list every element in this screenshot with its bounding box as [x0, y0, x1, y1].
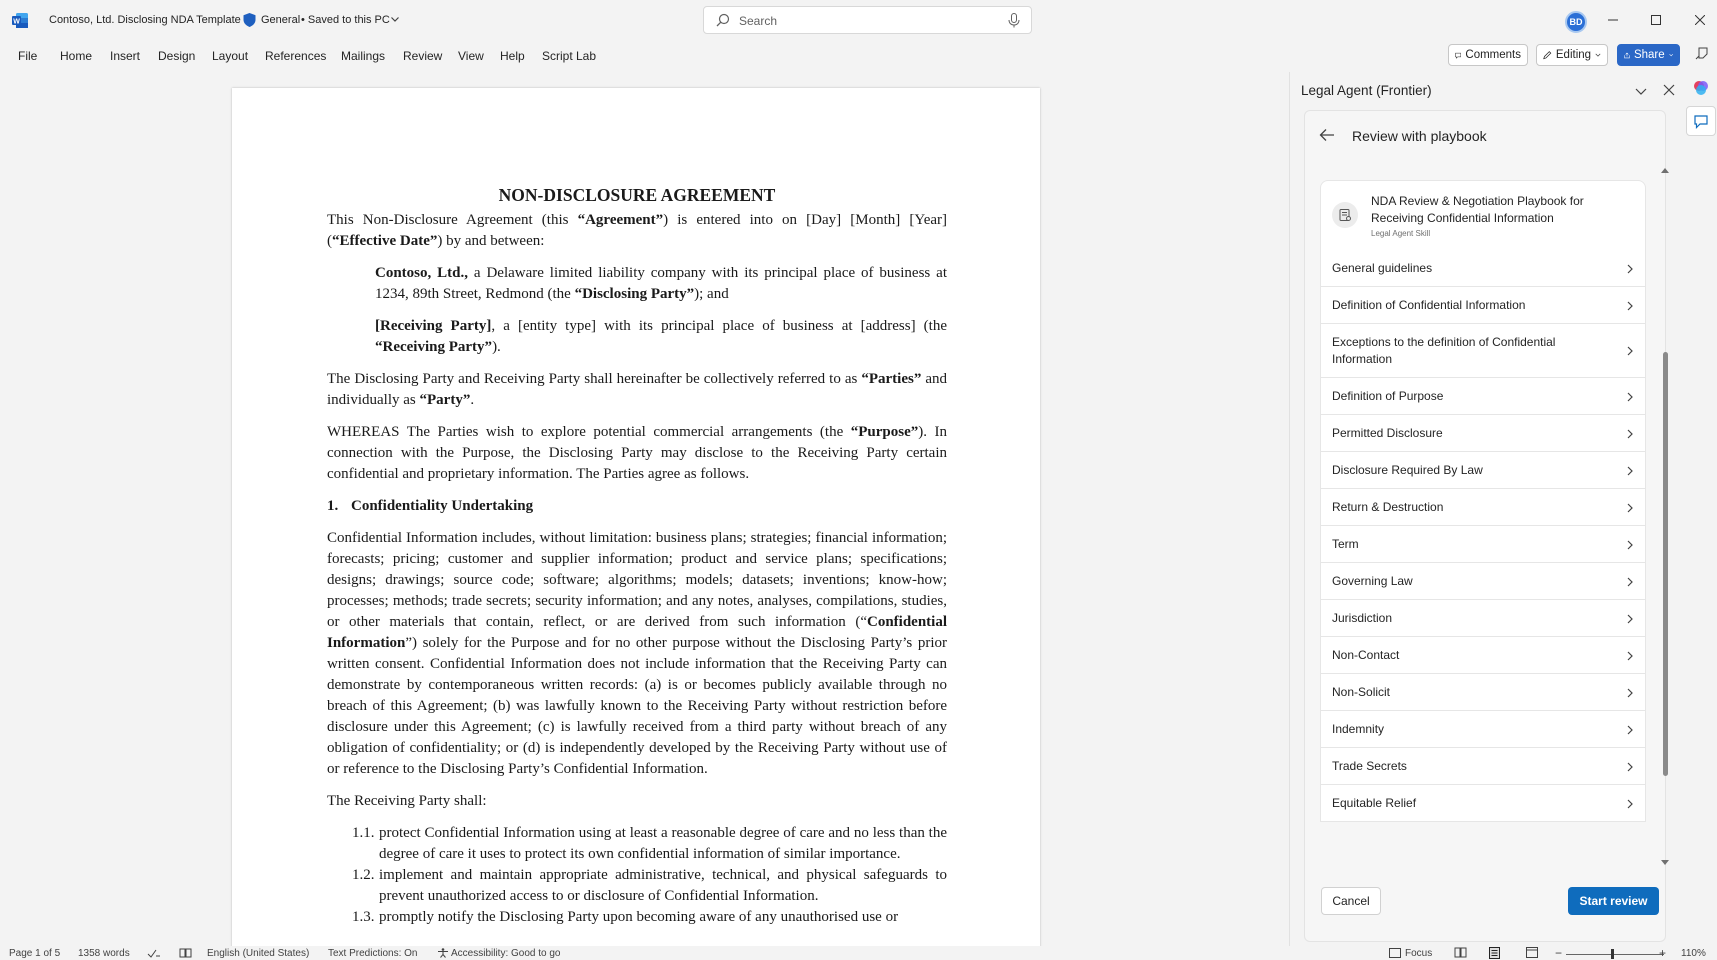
search-input[interactable]	[739, 12, 979, 29]
zoom-slider[interactable]	[1566, 954, 1664, 955]
word-count[interactable]: 1358 words	[78, 948, 130, 959]
search-box[interactable]	[703, 6, 1032, 34]
web-layout-icon[interactable]	[1526, 947, 1538, 958]
chevron-right-icon	[1626, 264, 1634, 274]
editing-label: Editing	[1555, 49, 1592, 61]
page-count[interactable]: Page 1 of 5	[9, 948, 61, 959]
chevron-right-icon	[1626, 429, 1634, 439]
list-text: protect Confidential Information using at least a reasonable degree of care and no less than the degree of care it uses to protect its own confidential information of similar importance.	[379, 825, 947, 862]
chevron-right-icon	[1626, 799, 1634, 809]
receiving-party-shall[interactable]: The Receiving Party shall:	[327, 793, 487, 809]
list-item[interactable]	[352, 823, 947, 865]
playbook-section-label: General guidelines	[1332, 261, 1433, 275]
chevron-right-icon	[1626, 503, 1634, 513]
agent-chat-button[interactable]	[1686, 106, 1716, 136]
zoom-level[interactable]: 110%	[1681, 948, 1706, 959]
chat-icon	[1693, 114, 1709, 129]
playbook-section-item[interactable]	[1320, 563, 1646, 600]
list-text: implement and maintain appropriate administrative, technical, and physical safeguards to prevent unauthorized access to or disclosure of Confidential Information.	[379, 867, 947, 904]
document-page[interactable]	[232, 88, 1040, 946]
share-label: Share	[1633, 49, 1665, 61]
shield-icon	[243, 13, 256, 27]
playbook-list[interactable]	[1320, 180, 1646, 944]
close-icon[interactable]	[1663, 84, 1675, 96]
playbook-section-item[interactable]	[1320, 415, 1646, 452]
word-logo-icon	[12, 13, 28, 28]
tab-references[interactable]: References	[265, 49, 327, 63]
read-mode-icon[interactable]	[1454, 947, 1467, 958]
chevron-right-icon	[1626, 688, 1634, 698]
playbook-section-label: Indemnity	[1332, 722, 1385, 736]
playbook-title: NDA Review & Negotiation Playbook for Receiving Confidential Information	[1371, 194, 1584, 225]
playbook-section-item[interactable]	[1320, 287, 1646, 324]
back-arrow-icon[interactable]	[1319, 128, 1335, 142]
accessibility-status[interactable]: Accessibility: Good to go	[451, 948, 561, 959]
chevron-right-icon	[1626, 466, 1634, 476]
proofing-icon[interactable]	[147, 948, 161, 958]
playbook-section-label: Definition of Purpose	[1332, 389, 1444, 403]
chevron-down-icon[interactable]	[390, 14, 400, 24]
playbook-section-label: Definition of Confidential Information	[1332, 298, 1526, 312]
chevron-right-icon	[1626, 651, 1634, 661]
receiving-party-paragraph[interactable]: [Receiving Party], a [entity type] with its principal place of business at [address] (the “Receiving Party”).	[375, 318, 947, 355]
playbook-section-item[interactable]	[1320, 674, 1646, 711]
playbook-section-item[interactable]	[1320, 489, 1646, 526]
list-item[interactable]	[352, 907, 947, 928]
playbook-section-label: Return & Destruction	[1332, 500, 1444, 514]
editing-mode-button[interactable]	[1536, 44, 1608, 66]
tab-view[interactable]: View	[458, 49, 484, 63]
scroll-up-icon[interactable]	[1661, 167, 1669, 173]
playbook-section-label: Jurisdiction	[1332, 611, 1393, 625]
document-title[interactable]: Contoso, Ltd. Disclosing NDA Template	[49, 14, 241, 26]
cancel-button[interactable]: Cancel	[1321, 887, 1381, 915]
focus-icon	[1389, 948, 1401, 958]
tab-script-lab[interactable]: Script Lab	[542, 49, 597, 63]
chevron-right-icon	[1626, 540, 1634, 550]
confidential-information-paragraph[interactable]: Confidential Information includes, without limitation: business plans; strategies; financial information; forecasts; pricing; customer and supplier information; product and service plans; specifications; designs; drawings; source code; software; algorithms; models; datasets; inventions; know-how; processes; methods; trade secrets; security information; and any notes, analyses, compilations, studies, or other materials that contain, reflect, or are derived from such information (“Confidential Information”) solely for the Purpose and for no other purpose without the Disclosing Party’s prior written consent. Confidential Information does not include information that the Receiving Party can demonstrate by contemporaneous written records: (a) is or becomes publicly available through no breach of this Agreement; (b) was lawfully known to the Receiving Party without restriction before disclosure under this Agreement; (c) is lawfully received from a third party without breach of any obligation of confidentiality; or (d) is independently developed by the Receiving Party without use of or reference to the Disclosing Party’s Confidential Information.	[327, 530, 947, 777]
pencil-icon	[1543, 49, 1552, 61]
focus-mode[interactable]: Focus	[1405, 948, 1433, 959]
share-button[interactable]	[1617, 44, 1680, 66]
avatar[interactable]: BD	[1565, 11, 1587, 33]
start-review-button[interactable]: Start review	[1568, 887, 1659, 915]
playbook-icon	[1332, 202, 1358, 228]
sensitivity-label[interactable]: General	[261, 14, 301, 26]
pane-subtitle: Review with playbook	[1352, 128, 1487, 144]
playbook-card[interactable]	[1320, 180, 1646, 251]
playbook-section-label: Permitted Disclosure	[1332, 426, 1443, 440]
document-heading[interactable]: NON-DISCLOSURE AGREEMENT	[498, 185, 776, 205]
chevron-right-icon	[1626, 301, 1634, 311]
playbook-section-item[interactable]	[1320, 452, 1646, 489]
maximize-button[interactable]	[1648, 12, 1664, 28]
close-window-button[interactable]	[1692, 12, 1708, 28]
playbook-section-label: Non-Contact	[1332, 648, 1400, 662]
list-number: 1.2.	[352, 867, 375, 883]
chevron-right-icon	[1626, 346, 1634, 356]
playbook-section-label: Trade Secrets	[1332, 759, 1407, 773]
maximize-icon	[1651, 15, 1661, 25]
search-icon	[716, 13, 730, 27]
zoom-in-button[interactable]: +	[1659, 946, 1667, 960]
tab-file[interactable]: File	[18, 49, 38, 63]
pane-title: Legal Agent (Frontier)	[1301, 83, 1432, 98]
playbook-section-label: Non-Solicit	[1332, 685, 1391, 699]
playbook-section-label: Term	[1332, 537, 1359, 551]
list-number: 1.3.	[352, 909, 375, 925]
tab-design[interactable]: Design	[158, 49, 196, 63]
text-predictions[interactable]: Text Predictions: On	[328, 948, 418, 959]
playbook-section-item[interactable]	[1320, 250, 1646, 287]
intro-paragraph[interactable]: This Non-Disclosure Agreement (this “Agreement”) is entered into on [Day] [Month] [Year] (“Effective Date”) by and between:	[327, 212, 948, 249]
microphone-icon[interactable]	[1008, 13, 1020, 28]
document-canvas[interactable]	[0, 80, 1290, 946]
section-title: Confidentiality Undertaking	[351, 498, 534, 514]
document-body[interactable]	[327, 183, 947, 928]
language[interactable]: English (United States)	[207, 948, 310, 959]
playbook-section-label: Exceptions to the definition of Confidential Information	[1332, 335, 1556, 366]
legal-agent-pane	[1289, 72, 1679, 946]
scroll-down-icon[interactable]	[1661, 860, 1669, 866]
status-bar	[0, 946, 1717, 960]
tab-review[interactable]: Review	[403, 49, 443, 63]
scrollbar-thumb[interactable]	[1663, 352, 1668, 776]
playbook-section-item[interactable]	[1320, 600, 1646, 637]
playbook-section-item[interactable]	[1320, 785, 1646, 822]
playbook-section-label: Equitable Relief	[1332, 796, 1417, 810]
title-bar	[0, 0, 1717, 41]
playbook-section-label: Governing Law	[1332, 574, 1413, 588]
playbook-subtitle: Legal Agent Skill	[1371, 229, 1431, 238]
playbook-section-item[interactable]	[1320, 526, 1646, 563]
accessibility-icon	[437, 948, 449, 958]
playbook-section-item[interactable]	[1320, 378, 1646, 415]
copilot-pane-icon[interactable]	[1693, 46, 1709, 62]
whereas-paragraph[interactable]: WHEREAS The Parties wish to explore potential commercial arrangements (the “Purpose”). In connection with the Purpose, the Disclosing Party may disclose to the Receiving Party certain confidential and proprietary information. The Parties agree as follows.	[327, 424, 947, 482]
playbook-section-item[interactable]	[1320, 711, 1646, 748]
chevron-right-icon	[1626, 614, 1634, 624]
saved-status[interactable]: • Saved to this PC	[301, 14, 390, 26]
copilot-icon[interactable]	[1693, 80, 1709, 96]
tab-mailings[interactable]: Mailings	[341, 49, 386, 63]
tab-layout[interactable]: Layout	[212, 49, 249, 63]
minimize-button[interactable]	[1605, 12, 1621, 28]
close-icon	[1695, 15, 1705, 25]
list-item[interactable]	[352, 865, 947, 907]
chevron-down-icon	[1669, 51, 1673, 59]
list-text: promptly notify the Disclosing Party upon becoming aware of any unauthorised use or	[379, 909, 899, 925]
section-number: 1.	[327, 498, 339, 514]
tab-help[interactable]: Help	[500, 49, 525, 63]
zoom-slider-thumb[interactable]	[1611, 949, 1614, 959]
parties-paragraph[interactable]: The Disclosing Party and Receiving Party shall hereinafter be collectively referred to as “Parties” and individually as “Party”.	[327, 371, 947, 408]
minimize-icon	[1608, 15, 1618, 25]
comments-label: Comments	[1465, 49, 1521, 61]
chevron-right-icon	[1626, 762, 1634, 772]
tab-insert[interactable]: Insert	[110, 49, 141, 63]
tab-home[interactable]: Home	[60, 49, 93, 63]
comment-icon	[1455, 50, 1461, 61]
disclosing-party-paragraph[interactable]: Contoso, Ltd., a Delaware limited liability company with its principal place of business at 1234, 89th Street, Redmond (the “Disclosing Party”); and	[375, 265, 947, 302]
book-icon[interactable]	[179, 948, 192, 958]
playbook-section-item[interactable]	[1320, 637, 1646, 674]
chevron-down-icon[interactable]	[1634, 84, 1648, 98]
chevron-right-icon	[1626, 392, 1634, 402]
chevron-down-icon	[1595, 51, 1601, 59]
chevron-right-icon	[1626, 725, 1634, 735]
chevron-right-icon	[1626, 577, 1634, 587]
share-icon	[1624, 50, 1630, 61]
section-heading[interactable]	[327, 496, 947, 517]
right-rail	[1684, 72, 1717, 946]
playbook-section-label: Disclosure Required By Law	[1332, 463, 1483, 477]
svg-text:W: W	[13, 18, 20, 26]
playbook-section-item[interactable]	[1320, 324, 1646, 378]
print-layout-icon[interactable]	[1489, 947, 1500, 959]
playbook-section-item[interactable]	[1320, 748, 1646, 785]
list-number: 1.1.	[352, 825, 375, 841]
comments-button[interactable]	[1448, 44, 1528, 66]
zoom-out-button[interactable]: −	[1555, 946, 1563, 960]
